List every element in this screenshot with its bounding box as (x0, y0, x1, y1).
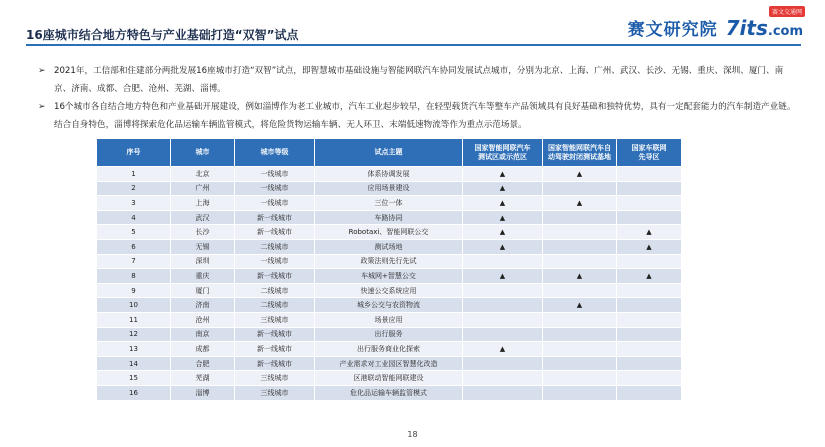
table-row (97, 342, 682, 357)
cell-seq: 3 (97, 196, 171, 211)
cell-city: 广州 (171, 181, 235, 196)
table-row (97, 371, 682, 386)
cell-v2x-pilot-zone (617, 356, 682, 371)
cell-v2x-pilot-zone (617, 327, 682, 342)
cell-seq: 15 (97, 371, 171, 386)
cell-tier: 新一线城市 (235, 269, 315, 284)
cell-theme: Robotaxi、智能网联公交 (315, 225, 463, 240)
table-row (97, 181, 682, 196)
cell-city: 上海 (171, 196, 235, 211)
cell-city: 济南 (171, 298, 235, 313)
column-header: 序号 (97, 139, 171, 167)
bullet-arrow-icon: ➢ (38, 102, 46, 112)
cell-seq: 13 (97, 342, 171, 357)
cell-closed-test-base (543, 225, 617, 240)
body-paragraphs (38, 62, 798, 134)
page-header (0, 0, 825, 48)
cell-test-zone (463, 298, 543, 313)
cell-city: 成都 (171, 342, 235, 357)
cell-test-zone: ▲ (463, 239, 543, 254)
cell-theme: 快速公交系统应用 (315, 283, 463, 298)
cell-test-zone (463, 371, 543, 386)
cell-theme: 测试场地 (315, 239, 463, 254)
table-row (97, 196, 682, 211)
cell-theme: 体系协调发展 (315, 167, 463, 182)
cell-v2x-pilot-zone (617, 181, 682, 196)
table-row (97, 356, 682, 371)
table-row (97, 167, 682, 182)
cell-closed-test-base (543, 210, 617, 225)
cell-v2x-pilot-zone (617, 254, 682, 269)
cell-closed-test-base: ▲ (543, 167, 617, 182)
cell-test-zone: ▲ (463, 225, 543, 240)
cell-seq: 2 (97, 181, 171, 196)
cell-theme: 区港联动智能网联建设 (315, 371, 463, 386)
cell-closed-test-base (543, 283, 617, 298)
cell-closed-test-base (543, 254, 617, 269)
column-header: 国家智能网联汽车 测试区或示范区 (463, 139, 543, 167)
cell-seq: 1 (97, 167, 171, 182)
cell-v2x-pilot-zone (617, 210, 682, 225)
table-body (97, 167, 682, 401)
cell-theme: 场景应用 (315, 312, 463, 327)
page-title: 16座城市结合地方特色与产业基础打造“双智”试点 (26, 28, 299, 42)
cell-test-zone: ▲ (463, 196, 543, 211)
paragraph-1 (38, 62, 798, 98)
paragraph-2 (38, 98, 798, 134)
paragraph-text: 16个城市各自结合地方特色和产业基础开展建设，例如淄博作为老工业城市，汽车工业起步较早，在轻型载货汽车等整车产品领域具有良好基础和独特优势，具有一定配套能力的汽车制造产业链。结合自身特色，淄博将探索危化品运输车辆监管模式，将危险货物运输车辆、无人环卫、末端低速物流等作为重点示范场景。 (54, 102, 796, 130)
cell-test-zone (463, 312, 543, 327)
cell-seq: 10 (97, 298, 171, 313)
cell-test-zone (463, 283, 543, 298)
cell-test-zone (463, 356, 543, 371)
logo-domain (725, 9, 803, 40)
table-row (97, 312, 682, 327)
cell-seq: 4 (97, 210, 171, 225)
cell-tier: 新一线城市 (235, 210, 315, 225)
cell-closed-test-base (543, 239, 617, 254)
brand-logo (628, 6, 803, 40)
cell-theme: 车城网+智慧公交 (315, 269, 463, 284)
cell-city: 芜湖 (171, 371, 235, 386)
cell-tier: 二线城市 (235, 298, 315, 313)
bullet-arrow-icon: ➢ (38, 66, 46, 76)
cell-v2x-pilot-zone (617, 312, 682, 327)
cell-test-zone: ▲ (463, 342, 543, 357)
cell-closed-test-base (543, 327, 617, 342)
table-row (97, 269, 682, 284)
cell-theme: 出行服务 (315, 327, 463, 342)
header-divider (26, 44, 801, 46)
page-number: 18 (407, 430, 418, 439)
cell-tier: 一线城市 (235, 167, 315, 182)
cell-city: 武汉 (171, 210, 235, 225)
cell-theme: 产业需求对工业园区智慧化改造 (315, 356, 463, 371)
cell-seq: 7 (97, 254, 171, 269)
cell-v2x-pilot-zone (617, 371, 682, 386)
cell-v2x-pilot-zone (617, 283, 682, 298)
cell-closed-test-base: ▲ (543, 298, 617, 313)
cell-tier: 一线城市 (235, 181, 315, 196)
cell-v2x-pilot-zone (617, 385, 682, 400)
cell-seq: 11 (97, 312, 171, 327)
cell-seq: 14 (97, 356, 171, 371)
cell-v2x-pilot-zone: ▲ (617, 239, 682, 254)
column-header: 城市 (171, 139, 235, 167)
cell-v2x-pilot-zone: ▲ (617, 225, 682, 240)
paragraph-text: 2021年，工信部和住建部分两批发展16座城市打造“双智”试点，即智慧城市基础设施与智能网联汽车协同发展试点城市，分别为北京、上海、广州、武汉、长沙、无锡、重庆、深圳、厦门、南京、济南、成都、合肥、沧州、芜湖、淄博。 (54, 66, 784, 94)
cell-theme: 城乡公交与农资物流 (315, 298, 463, 313)
cell-tier: 新一线城市 (235, 225, 315, 240)
cell-closed-test-base (543, 312, 617, 327)
logo-badge: 赛文交通网 (769, 6, 805, 17)
table-row (97, 239, 682, 254)
table-row (97, 385, 682, 400)
table-row (97, 327, 682, 342)
cell-theme: 出行服务商业化探索 (315, 342, 463, 357)
cell-tier: 一线城市 (235, 196, 315, 211)
column-header: 城市等级 (235, 139, 315, 167)
cell-city: 厦门 (171, 283, 235, 298)
cell-closed-test-base (543, 181, 617, 196)
cell-seq: 9 (97, 283, 171, 298)
table-row (97, 283, 682, 298)
cell-tier: 二线城市 (235, 283, 315, 298)
cell-tier: 新一线城市 (235, 342, 315, 357)
cell-v2x-pilot-zone: ▲ (617, 269, 682, 284)
table-row (97, 225, 682, 240)
logo-domain-name: 7its (725, 16, 768, 40)
cell-test-zone: ▲ (463, 167, 543, 182)
cell-tier: 新一线城市 (235, 327, 315, 342)
cell-v2x-pilot-zone (617, 196, 682, 211)
cell-test-zone: ▲ (463, 269, 543, 284)
cell-closed-test-base: ▲ (543, 269, 617, 284)
column-header: 试点主题 (315, 139, 463, 167)
cell-city: 长沙 (171, 225, 235, 240)
cell-theme: 三位一体 (315, 196, 463, 211)
cell-city: 南京 (171, 327, 235, 342)
cell-closed-test-base (543, 356, 617, 371)
cell-city: 合肥 (171, 356, 235, 371)
cell-theme: 政策法则先行先试 (315, 254, 463, 269)
table-row (97, 298, 682, 313)
cell-theme: 危化品运输车辆监管模式 (315, 385, 463, 400)
cell-v2x-pilot-zone (617, 167, 682, 182)
cell-closed-test-base (543, 342, 617, 357)
cell-v2x-pilot-zone (617, 342, 682, 357)
cell-closed-test-base (543, 371, 617, 386)
logo-domain-suffix: .com (767, 24, 803, 39)
cell-city: 北京 (171, 167, 235, 182)
cell-theme: 应用场景建设 (315, 181, 463, 196)
cell-theme: 车路协同 (315, 210, 463, 225)
cell-city: 深圳 (171, 254, 235, 269)
cell-closed-test-base: ▲ (543, 196, 617, 211)
cell-test-zone: ▲ (463, 181, 543, 196)
pilot-cities-table (96, 138, 682, 401)
cell-tier: 三线城市 (235, 385, 315, 400)
cell-seq: 16 (97, 385, 171, 400)
cell-v2x-pilot-zone (617, 298, 682, 313)
cell-city: 沧州 (171, 312, 235, 327)
cell-test-zone (463, 385, 543, 400)
cell-test-zone (463, 254, 543, 269)
cell-city: 无锡 (171, 239, 235, 254)
cell-city: 重庆 (171, 269, 235, 284)
table-row (97, 210, 682, 225)
cell-tier: 一线城市 (235, 254, 315, 269)
table-header (97, 139, 682, 167)
cell-seq: 5 (97, 225, 171, 240)
cell-seq: 6 (97, 239, 171, 254)
cell-seq: 12 (97, 327, 171, 342)
cell-closed-test-base (543, 385, 617, 400)
cell-city: 淄博 (171, 385, 235, 400)
logo-chinese-text: 赛文研究院 (627, 20, 718, 40)
cell-test-zone: ▲ (463, 210, 543, 225)
column-header: 国家车联网 先导区 (617, 139, 682, 167)
column-header: 国家智能网联汽车自 动驾驶封闭测试基地 (543, 139, 617, 167)
cell-test-zone (463, 327, 543, 342)
table-row (97, 254, 682, 269)
cell-seq: 8 (97, 269, 171, 284)
cell-tier: 三线城市 (235, 312, 315, 327)
cell-tier: 新一线城市 (235, 356, 315, 371)
cell-tier: 三线城市 (235, 371, 315, 386)
cell-tier: 二线城市 (235, 239, 315, 254)
